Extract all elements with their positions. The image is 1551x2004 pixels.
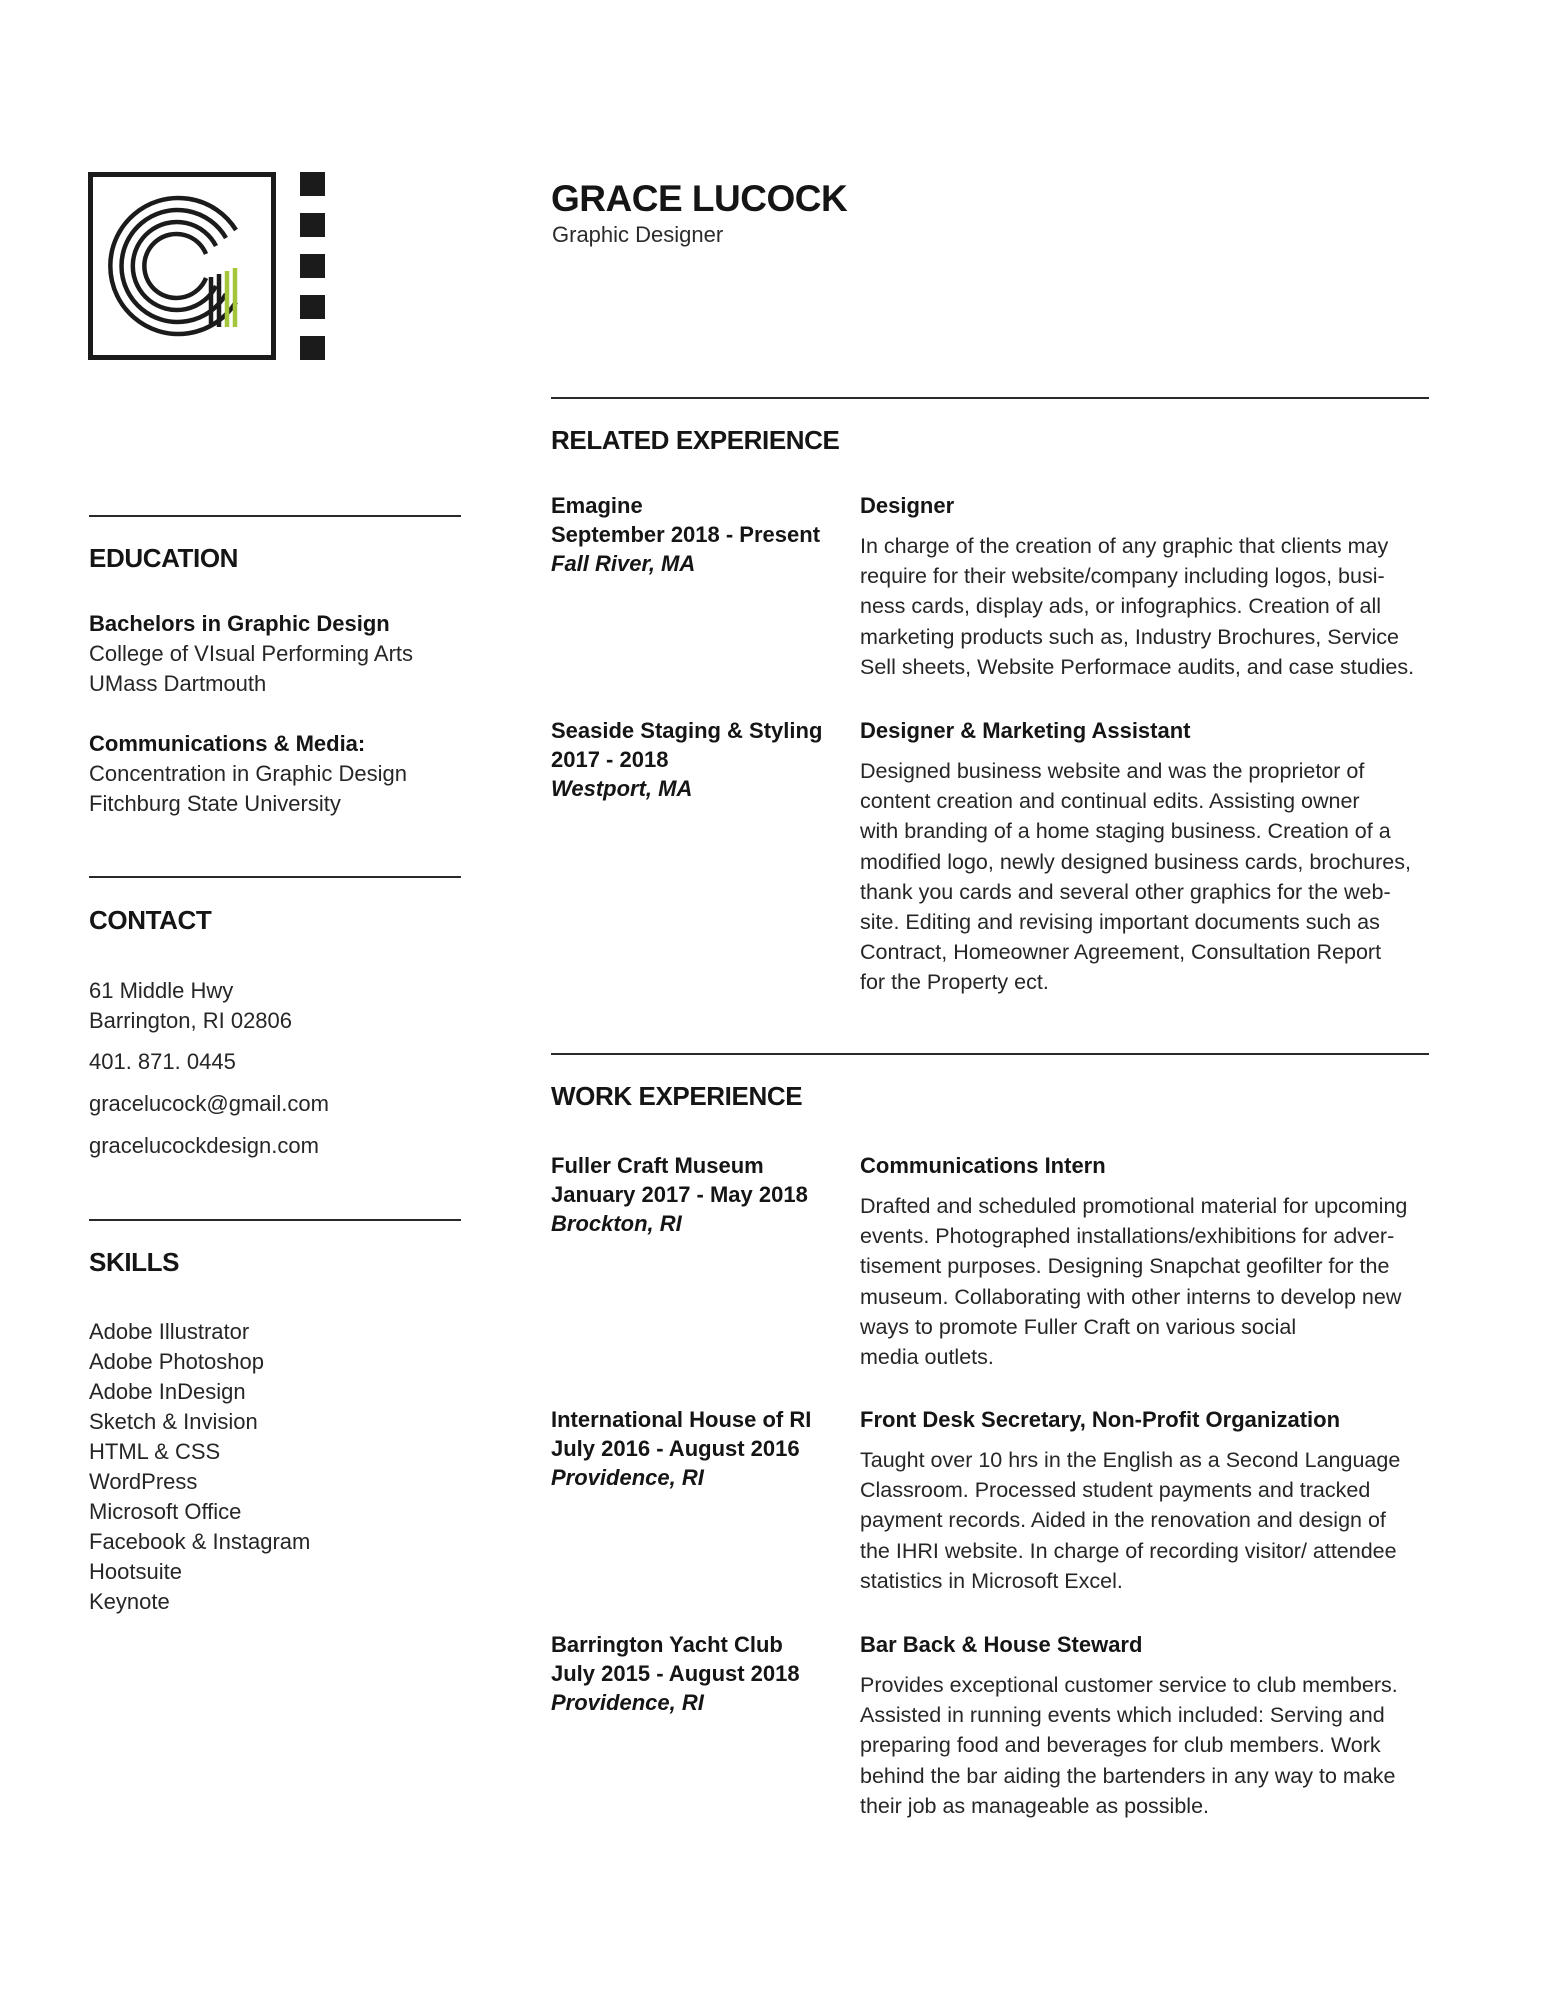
job-dates: July 2015 - August 2018 — [551, 1661, 800, 1686]
education-entry — [89, 609, 413, 699]
job-meta — [551, 1630, 841, 1717]
skills-list — [89, 1317, 310, 1617]
logo-c-mark — [93, 177, 271, 355]
job-title: Communications Intern — [860, 1153, 1106, 1178]
school-line: Concentration in Graphic Design — [89, 761, 407, 786]
address-line: 61 Middle Hwy — [89, 978, 234, 1003]
candidate-role: Graphic Designer — [552, 222, 724, 247]
school-line: UMass Dartmouth — [89, 671, 267, 696]
description-line: their job as manageable as possible. — [860, 1793, 1209, 1818]
description-line: marketing products such as, Industry Brochures, Service — [860, 624, 1399, 649]
contact-website[interactable]: gracelucockdesign.com — [89, 1133, 319, 1158]
job-company: Seaside Staging & Styling — [551, 718, 823, 743]
school-line: Fitchburg State University — [89, 791, 341, 816]
skills-heading: SKILLS — [89, 1247, 180, 1277]
description-line: Provides exceptional customer service to club members. — [860, 1673, 1398, 1697]
description-line: In charge of the creation of any graphic that clients may — [860, 534, 1389, 558]
description-line: the IHRI website. In charge of recording visitor/ attendee — [860, 1538, 1397, 1563]
job-description — [860, 756, 1430, 998]
job-company: International House of RI — [551, 1407, 812, 1432]
skill-item: Adobe Illustrator — [89, 1319, 250, 1344]
job-title: Designer & Marketing Assistant — [860, 718, 1191, 743]
divider — [89, 1219, 461, 1221]
description-line: ways to promote Fuller Craft on various social — [860, 1314, 1297, 1339]
contact-email[interactable]: gracelucock@gmail.com — [89, 1091, 329, 1116]
job-title: Front Desk Secretary, Non-Profit Organization — [860, 1407, 1341, 1432]
job-location: Providence, RI — [551, 1465, 704, 1490]
skill-item: Facebook & Instagram — [89, 1529, 311, 1554]
skill-item: WordPress — [89, 1469, 198, 1494]
degree: Bachelors in Graphic Design — [89, 611, 390, 636]
job-company: Barrington Yacht Club — [551, 1632, 783, 1657]
job-title: Bar Back & House Steward — [860, 1632, 1143, 1657]
description-line: content creation and continual edits. Assisting owner — [860, 789, 1360, 814]
job-company: Fuller Craft Museum — [551, 1153, 764, 1178]
job-meta — [551, 1151, 841, 1238]
job-description — [860, 1670, 1430, 1821]
job-title: Designer — [860, 493, 955, 518]
job-dates: September 2018 - Present — [551, 522, 821, 547]
job-details — [860, 1151, 1430, 1372]
description-line: events. Photographed installations/exhibitions for adver- — [860, 1224, 1395, 1249]
contact-address — [89, 976, 292, 1036]
degree: Communications & Media: — [89, 731, 366, 756]
school-line: College of VIsual Performing Arts — [89, 641, 414, 666]
logo — [88, 172, 328, 360]
related-experience-heading: RELATED EXPERIENCE — [551, 425, 840, 455]
contact-heading: CONTACT — [89, 905, 212, 935]
description-line: tisement purposes. Designing Snapchat geofilter for the — [860, 1254, 1390, 1279]
job-dates: July 2016 - August 2016 — [551, 1436, 800, 1461]
job-location: Fall River, MA — [551, 551, 696, 576]
address-line: Barrington, RI 02806 — [89, 1008, 293, 1033]
description-line: site. Editing and revising important documents such as — [860, 910, 1380, 935]
description-line: modified logo, newly designed business cards, brochures, — [860, 849, 1411, 874]
divider — [89, 515, 461, 517]
job-location: Brockton, RI — [551, 1211, 682, 1236]
description-line: behind the bar aiding the bartenders in any way to make — [860, 1763, 1396, 1788]
description-line: Designed business website and was the proprietor of — [860, 759, 1365, 783]
skill-item: Microsoft Office — [89, 1499, 242, 1524]
job-dates: 2017 - 2018 — [551, 747, 669, 772]
description-line: Taught over 10 hrs in the English as a Second Language — [860, 1448, 1401, 1472]
skill-item: Adobe Photoshop — [89, 1349, 264, 1374]
job-company: Emagine — [551, 493, 643, 518]
job-meta — [551, 491, 841, 578]
job-description — [860, 1191, 1430, 1372]
education-entry — [89, 729, 407, 819]
divider — [551, 397, 1429, 399]
job-location: Westport, MA — [551, 776, 693, 801]
description-line: ness cards, display ads, or infographics. Creation of all — [860, 594, 1382, 619]
description-line: thank you cards and several other graphics for the web- — [860, 879, 1391, 904]
job-description — [860, 1445, 1430, 1596]
description-line: payment records. Aided in the renovation and design of — [860, 1508, 1386, 1533]
work-experience-heading: WORK EXPERIENCE — [551, 1081, 803, 1111]
job-dates: January 2017 - May 2018 — [551, 1182, 808, 1207]
divider — [89, 876, 461, 878]
description-line: preparing food and beverages for club members. Work — [860, 1733, 1381, 1758]
description-line: museum. Collaborating with other interns to develop new — [860, 1284, 1402, 1309]
description-line: require for their website/company including logos, busi- — [860, 564, 1385, 589]
skill-item: Keynote — [89, 1589, 170, 1614]
description-line: media outlets. — [860, 1345, 994, 1370]
contact-phone: 401. 871. 0445 — [89, 1049, 236, 1074]
description-line: statistics in Microsoft Excel. — [860, 1568, 1123, 1593]
job-details — [860, 491, 1430, 682]
job-details — [860, 1405, 1430, 1596]
description-line: Drafted and scheduled promotional material for upcoming — [860, 1194, 1408, 1218]
description-line: for the Property ect. — [860, 970, 1049, 995]
job-location: Providence, RI — [551, 1690, 704, 1715]
description-line: Sell sheets, Website Performace audits, and case studies. — [860, 654, 1415, 679]
education-heading: EDUCATION — [89, 543, 239, 573]
skill-item: Sketch & Invision — [89, 1409, 258, 1434]
description-line: Assisted in running events which included: Serving and — [860, 1703, 1385, 1728]
job-details — [860, 716, 1430, 998]
divider — [551, 1053, 1429, 1055]
logo-squares — [300, 172, 326, 360]
description-line: with branding of a home staging business. Creation of a — [860, 819, 1391, 844]
skill-item: HTML & CSS — [89, 1439, 221, 1464]
candidate-name: GRACE LUCOCK — [551, 178, 848, 219]
description-line: Classroom. Processed student payments and tracked — [860, 1478, 1371, 1503]
skill-item: Hootsuite — [89, 1559, 182, 1584]
job-meta — [551, 716, 841, 803]
logo-frame — [88, 172, 276, 360]
job-details — [860, 1630, 1430, 1821]
description-line: Contract, Homeowner Agreement, Consultation Report — [860, 940, 1382, 965]
job-meta — [551, 1405, 841, 1492]
skill-item: Adobe InDesign — [89, 1379, 246, 1404]
job-description — [860, 531, 1430, 682]
